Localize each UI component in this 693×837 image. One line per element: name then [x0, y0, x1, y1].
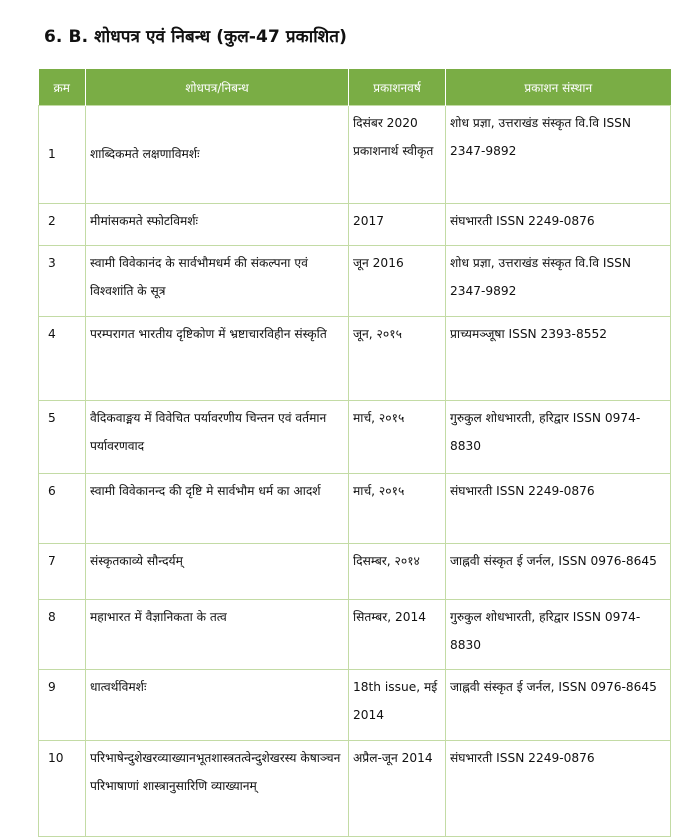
cell-publisher: गुरुकुल शोधभारती, हरिद्वार ISSN 0974-8830 [446, 401, 671, 474]
table-row [39, 246, 671, 317]
cell-serial: 9 [39, 670, 86, 741]
table-row [39, 600, 671, 670]
cell-publisher: प्राच्यमञ्जूषा ISSN 2393-8552 [446, 317, 671, 401]
table-row [39, 401, 671, 474]
table-header-row [39, 69, 671, 106]
cell-publisher: जाह्नवी संस्कृत ई जर्नल, ISSN 0976-8645 [446, 544, 671, 600]
cell-title: मीमांसकमते स्फोटविमर्शः [86, 204, 349, 246]
table-row [39, 741, 671, 837]
cell-serial: 3 [39, 246, 86, 317]
cell-year: 2017 [349, 204, 446, 246]
cell-year: सितम्बर, 2014 [349, 600, 446, 670]
cell-serial: 1 [39, 106, 86, 204]
cell-publisher: शोध प्रज्ञा, उत्तराखंड संस्कृत वि.वि ISSN 2347-9892 [446, 246, 671, 317]
cell-serial: 8 [39, 600, 86, 670]
cell-year: जून 2016 [349, 246, 446, 317]
cell-year: जून, २०१५ [349, 317, 446, 401]
cell-year: 18th issue, मई 2014 [349, 670, 446, 741]
cell-serial: 7 [39, 544, 86, 600]
cell-serial: 4 [39, 317, 86, 401]
cell-year: दिसंबर 2020 प्रकाशनार्थ स्वीकृत [349, 106, 446, 204]
cell-title: संस्कृतकाव्ये सौन्दर्यम् [86, 544, 349, 600]
cell-title: परम्परागत भारतीय दृष्टिकोण में भ्रष्टाचारविहीन संस्कृति [86, 317, 349, 401]
table-row [39, 670, 671, 741]
header-serial: क्रम [39, 69, 86, 106]
cell-publisher: संघभारती ISSN 2249-0876 [446, 474, 671, 544]
table-row [39, 474, 671, 544]
cell-year: मार्च, २०१५ [349, 474, 446, 544]
cell-publisher: जाह्नवी संस्कृत ई जर्नल, ISSN 0976-8645 [446, 670, 671, 741]
cell-title: शाब्दिकमते लक्षणाविमर्शः [86, 106, 349, 204]
cell-title: महाभारत में वैज्ञानिकता के तत्व [86, 600, 349, 670]
cell-title: स्वामी विवेकानन्द की दृष्टि मे सार्वभौम धर्म का आदर्श [86, 474, 349, 544]
table-row [39, 317, 671, 401]
table-row [39, 544, 671, 600]
cell-title: धात्वर्थविमर्शः [86, 670, 349, 741]
header-year: प्रकाशनवर्ष [349, 69, 446, 106]
cell-publisher: शोध प्रज्ञा, उत्तराखंड संस्कृत वि.वि ISSN 2347-9892 [446, 106, 671, 204]
header-paper: शोधपत्र/निबन्ध [86, 69, 349, 106]
cell-serial: 2 [39, 204, 86, 246]
cell-publisher: संघभारती ISSN 2249-0876 [446, 204, 671, 246]
cell-year: मार्च, २०१५ [349, 401, 446, 474]
table-row [39, 204, 671, 246]
cell-serial: 10 [39, 741, 86, 837]
cell-publisher: गुरुकुल शोधभारती, हरिद्वार ISSN 0974-8830 [446, 600, 671, 670]
publications-table [38, 69, 671, 837]
cell-title: परिभाषेन्दुशेखरव्याख्यानभूतशास्त्रतत्वेन्दुशेखरस्य केषाञ्चन परिभाषाणां शास्त्रानुसारिणि व्याख्यानम् [86, 741, 349, 837]
cell-title: स्वामी विवेकानंद के सार्वभौमधर्म की संकल्पना एवं विश्वशांति के सूत्र [86, 246, 349, 317]
cell-title: वैदिकवाङ्मय में विवेचित पर्यावरणीय चिन्तन एवं वर्तमान पर्यावरणवाद [86, 401, 349, 474]
cell-publisher: संघभारती ISSN 2249-0876 [446, 741, 671, 837]
section-heading: 6. B. शोधपत्र एवं निबन्ध (कुल-47 प्रकाशित) [44, 27, 347, 47]
cell-year: अप्रैल-जून 2014 [349, 741, 446, 837]
header-publisher: प्रकाशन संस्थान [446, 69, 671, 106]
cell-year: दिसम्बर, २०१४ [349, 544, 446, 600]
cell-serial: 5 [39, 401, 86, 474]
table-row [39, 106, 671, 204]
cell-serial: 6 [39, 474, 86, 544]
